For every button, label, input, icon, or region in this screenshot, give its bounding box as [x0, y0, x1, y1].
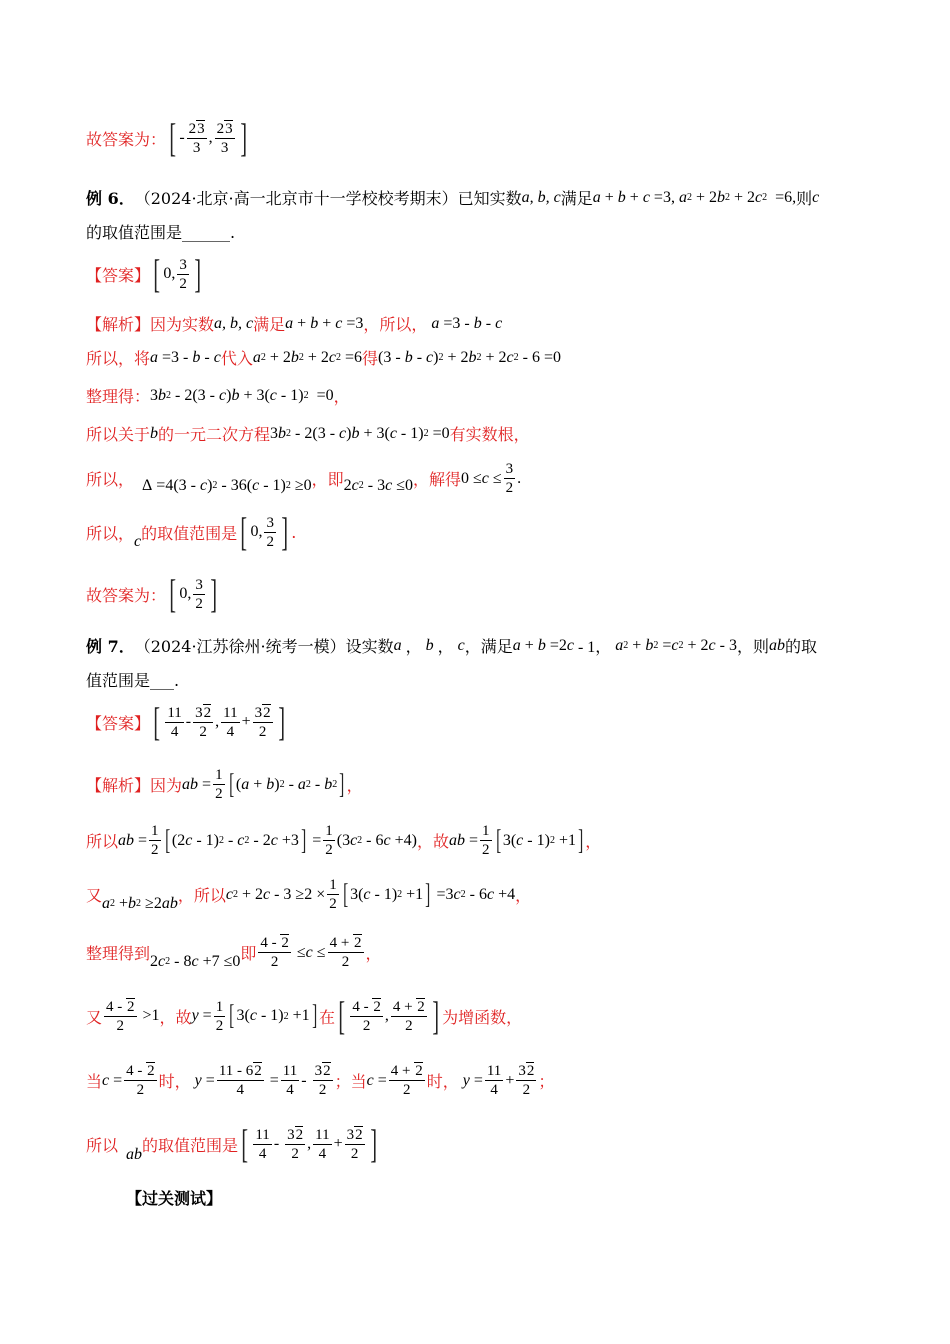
ex6-analysis-tag: 【解析】 — [86, 315, 151, 334]
ex6-a2c: 得 — [362, 349, 379, 368]
ex6-analysis-line5 — [86, 460, 521, 497]
ex6-a7-math: [ 0, $\frac{3}{2}$ ] — [169, 571, 217, 616]
ex7-b7: 所以 — [86, 1135, 119, 1155]
ex6-a4-var: b — [150, 424, 159, 442]
ex7-analysis-line1: 【解析】 因为 ab = $\frac{1}{2}$ [ ( a + b ) 2 - a 2 - b 2 ] ， — [86, 767, 363, 802]
ex6-a5-math3: 0 ≤ c ≤ $\frac{3}{2}$ . — [460, 461, 522, 496]
ex6-a5-math: Δ =4(3 - c ) 2 - 36( c - 1) 2 ≥0 — [134, 476, 312, 494]
ex7-b5-math3: [ $\frac{4 - 2}{2}$ , $\frac{4 + 2}{2}$ ] — [338, 993, 439, 1038]
ex7-b5b: ，故 — [159, 1007, 192, 1027]
ex6-analysis-line4 — [86, 422, 530, 445]
prev-answer-math: [ - $\frac{23}{3}$ , $\frac{23}{3}$ ] — [169, 115, 247, 160]
ex7-b6: 当 — [86, 1072, 103, 1091]
ex7-b6-math4: y = $\frac{11}{4}$ + $\frac{32}{2}$ — [462, 1063, 535, 1098]
ex6-a4-math: 3 b 2 - 2(3 - c ) b + 3( c - 1) 2 =0 — [270, 424, 450, 442]
ex6-a2-math: a =3 - b - c — [150, 348, 221, 366]
ex7-b5c: 在 — [318, 1007, 335, 1027]
ex6-a1-math2: a =3 - b - c — [431, 314, 503, 332]
ex6-a2: 所以，将 — [86, 349, 151, 368]
ex7-b3: 又 — [86, 886, 103, 905]
ex6-a4: 所以关于 — [86, 425, 151, 444]
ex6-analysis-line2 — [86, 346, 561, 369]
ex7-b6d: 时， — [426, 1072, 459, 1091]
ex7-analysis-line2: 所以 ab = $\frac{1}{2}$ [ (2 c - 1) 2 - c 2 - 2 c +3 ] = $\frac{1}{2}$ (3 c 2 - 6 c +4) ，故 ab = $\frac{1}{2}$ [ 3( c - 1) 2 +1 ] ， — [86, 823, 602, 858]
ex6-title-line — [86, 186, 819, 209]
ex6-a1: 因为实数 — [150, 315, 215, 334]
ex6-a1-vars: a, b, c — [214, 314, 254, 332]
ex6-a4c: 有实数根， — [449, 425, 530, 444]
ex7-b2: 所以 — [86, 832, 119, 851]
ex7-answer-line — [86, 699, 288, 744]
ex7-vars: a ， b ， c — [393, 636, 465, 656]
ex6-a2b: 代入 — [220, 349, 253, 368]
ex7-label: 例 7． — [86, 637, 135, 656]
ex6-a6-var: c — [134, 533, 142, 550]
ex6-answer-math: [ 0, $\frac{3}{2}$ ] — [153, 251, 201, 296]
ex7-b2-math: ab = $\frac{1}{2}$ [ (2 c - 1) 2 - c 2 - 2 c +3 ] = $\frac{1}{2}$ (3 c 2 - 6 c +4) — [118, 823, 417, 858]
ex7-tail: 的取 — [784, 637, 817, 656]
ex6-a2-math3: (3 - b - c ) 2 + 2 b 2 + 2 c 2 - 6 =0 — [378, 348, 561, 366]
ex6-a3: 整理得： — [86, 387, 151, 406]
ex7-b3-math2: c 2 + 2 c - 3 ≥2 × $\frac{1}{2}$ [ 3( c - 1) 2 +1 ] =3 c 2 - 6 c +4 — [225, 877, 516, 912]
ex6-a5-math2: 2 c 2 - 3 c ≤0 — [343, 476, 413, 494]
ex7-source: （2024·江苏徐州·统考一模）设实数 — [134, 637, 394, 656]
ex6-analysis-line7 — [86, 571, 220, 616]
ex7-ab: ab — [768, 636, 785, 654]
ex6-a1-math: a + b + c =3 — [285, 314, 364, 332]
prev-answer-line — [86, 115, 250, 160]
ex6-line2-text: 的取值范围是______. — [86, 223, 236, 242]
ex6-a2-math2: a 2 + 2 b 2 + 2 c 2 =6 — [252, 348, 363, 366]
ex6-a1b: 满足 — [253, 315, 286, 334]
ex7-analysis-line7 — [86, 1121, 380, 1166]
ex7-b6-math: c = $\frac{4 - 2}{2}$ — [102, 1063, 155, 1098]
ex7-title-line — [86, 634, 817, 657]
ex6-line2 — [86, 220, 235, 243]
ex6-analysis-line3: 整理得： 3 b 2 - 2(3 - c ) b + 3( c - 1) 2 =0 ， — [86, 384, 350, 407]
ex7-b5-math: $\frac{4 - 2}{2}$ >1 — [106, 998, 160, 1034]
ex6-analysis-line1 — [86, 312, 502, 335]
ex7-b5-math2: y = $\frac{1}{2}$ [ 3( c - 1) 2 +1 ] — [191, 998, 317, 1034]
ex6-label: 例 6． — [86, 189, 135, 208]
section-heading: 【过关测试】 — [126, 1189, 223, 1208]
ex7-analysis-line3: 又 a 2 + b 2 ≥2 ab ，所以 c 2 + 2 c - 3 ≥2 × $\frac{1}{2}$ [ 3( c - 1) 2 +1 ] =3 c 2 - 6 c +4 ， — [86, 877, 532, 912]
ex6-a6: 所以， — [86, 523, 135, 543]
ex7-mid: ，满足 — [464, 637, 513, 656]
prev-answer-prefix: 故答案为： — [86, 129, 167, 149]
ex7-b6-math3: c = $\frac{4 + 2}{2}$ — [366, 1063, 423, 1098]
ex6-a4b: 的一元二次方程 — [158, 425, 271, 444]
ex6-mid: 满足 — [560, 189, 593, 208]
ex7-b4b: 即 — [240, 944, 257, 963]
ex6-a1c: ，所以， — [363, 315, 428, 334]
ex7-b3b: ，所以 — [177, 886, 226, 905]
ex7-answer-math: [ $\frac{11}{4}$ - $\frac{32}{2}$ , $\frac{11}{4}$ + $\frac{32}{2}$ ] — [153, 699, 285, 744]
ex6-a3-math: 3 b 2 - 2(3 - c ) b + 3( c - 1) 2 =0 — [150, 386, 334, 404]
ex7-b7b: 的取值范围是 — [142, 1135, 239, 1155]
ex7-b5d: 为增函数， — [442, 1007, 523, 1027]
ex6-answer-tag: 【答案】 — [86, 265, 151, 285]
ex6-var-c: c — [812, 188, 820, 206]
ex6-a7: 故答案为： — [86, 585, 167, 605]
ex7-b6-math2: y = $\frac{11 - 62}{4}$ = $\frac{11}{4}$ - $\frac{32}{2}$ — [194, 1063, 331, 1098]
ex7-analysis-line5 — [86, 993, 523, 1038]
ex6-analysis-line6: 所以， c 的取值范围是 [ 0, $\frac{3}{2}$ ] . — [86, 509, 297, 554]
ex6-a6b: 的取值范围是 — [141, 523, 238, 543]
ex6-a5c: ，解得 — [412, 470, 461, 489]
ex7-b6b: 时， — [158, 1072, 191, 1091]
ex6-a6-math: [ 0, $\frac{3}{2}$ ] — [240, 509, 288, 554]
ex7-b4-math: 2 c 2 - 8 c +7 ≤0 — [150, 952, 241, 970]
ex6-source: （2024·北京·高一北京市十一学校校考期末）已知实数 — [134, 189, 522, 208]
ex7-analysis-line4: 整理得到 2 c 2 - 8 c +7 ≤0 即 $\frac{4 - 2}{2}$ ≤ c ≤ $\frac{4 + 2}{2}$ ， — [86, 935, 382, 970]
ex7-b1-math: ab = $\frac{1}{2}$ [ ( a + b ) 2 - a 2 - b 2 ] — [182, 767, 345, 802]
ex7-line2 — [86, 668, 179, 691]
ex7-b2-math2: ab = $\frac{1}{2}$ [ 3( c - 1) 2 +1 ] — [448, 823, 584, 858]
ex7-then: ，则 — [736, 637, 769, 656]
ex6-a5b: ，即 — [311, 470, 344, 489]
ex7-line2-text: 值范围是___. — [86, 671, 180, 690]
ex7-answer-tag: 【答案】 — [86, 713, 151, 733]
ex6-a5: 所以， — [86, 470, 135, 489]
ex7-b7-var: ab — [126, 1146, 143, 1163]
ex7-b1: 因为 — [150, 776, 183, 795]
ex7-b3-math: a 2 + b 2 ≥2 ab — [102, 894, 178, 912]
ex7-analysis-tag: 【解析】 — [86, 776, 151, 795]
ex6-vars: a, b, c — [521, 188, 561, 206]
section-heading-line — [126, 1186, 222, 1209]
ex7-b4: 整理得到 — [86, 944, 151, 963]
ex7-analysis-line6: 当 c = $\frac{4 - 2}{2}$ 时， y = $\frac{11 - 62}{4}$ = $\frac{11}{4}$ - $\frac{32}{2}$ ；当 c = $\frac{4 + 2}{2}$ 时， y = $\frac{11}{4}$ + $\frac{32}{2}$ ； — [86, 1063, 555, 1098]
ex7-b2b: ，故 — [416, 832, 449, 851]
ex6-cond: a + b + c =3, a 2 + 2 b 2 + 2 c 2 =6, — [592, 188, 797, 206]
ex7-b7-math: [ $\frac{11}{4}$ - $\frac{32}{2}$ , $\frac{11}{4}$ + $\frac{32}{2}$ ] — [241, 1121, 377, 1166]
ex7-b4-math2: $\frac{4 - 2}{2}$ ≤ c ≤ $\frac{4 + 2}{2}$ — [260, 935, 362, 970]
ex6-then: 则 — [796, 189, 813, 208]
ex6-answer-line — [86, 251, 204, 296]
ex7-b6c: ；当 — [334, 1072, 367, 1091]
ex7-cond: a + b =2 c - 1， a 2 + b 2 = c 2 + 2 c - 3 — [512, 636, 737, 656]
ex7-b5: 又 — [86, 1007, 103, 1027]
